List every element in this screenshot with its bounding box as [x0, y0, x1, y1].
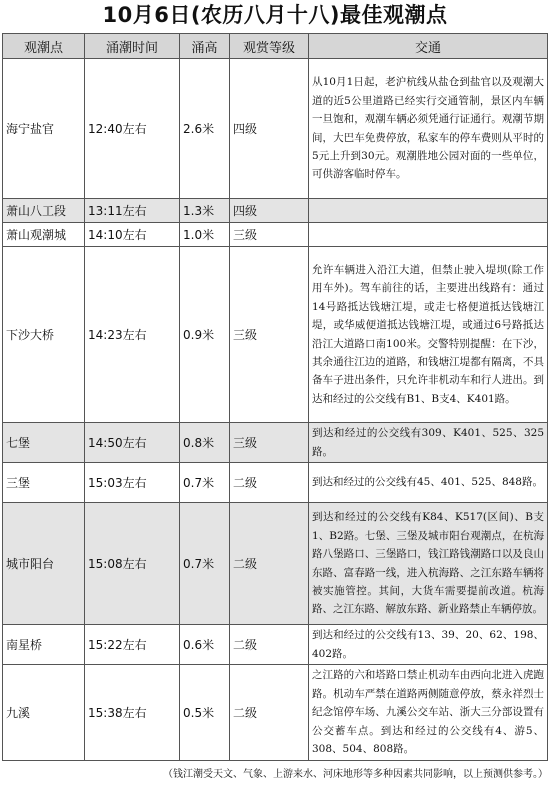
height-cell: 0.7米: [180, 503, 230, 625]
time-cell: 12:40左右: [85, 59, 180, 199]
traffic-cell: 到达和经过的公交线有K84、K517(区间)、B支1、B2路。七堡、三堡及城市阳台观潮点，在杭海路八堡路口、三堡路口，钱江路钱潮路口以及良山东路、富春路一线，进入杭海路、之江东路车辆将被实施管控。其间，大货车需要提前改道。杭海路、之江东路、解放东路、新业路禁止车辆停放。: [309, 503, 548, 625]
time-cell: 13:11左右: [85, 199, 180, 223]
spot-cell: 南星桥: [3, 625, 85, 665]
table-row: [3, 59, 548, 199]
time-cell: 15:22左右: [85, 625, 180, 665]
spot-cell: 海宁盐官: [3, 59, 85, 199]
table-row: [3, 199, 548, 223]
table-row: [3, 247, 548, 423]
spot-cell: 萧山观潮城: [3, 223, 85, 247]
level-cell: 三级: [230, 423, 309, 463]
height-cell: 0.8米: [180, 423, 230, 463]
time-cell: 14:50左右: [85, 423, 180, 463]
traffic-cell: 允许车辆进入沿江大道，但禁止驶入堤坝(除工作用车外)。驾车前往的话，主要进出线路有：通过14号路抵达钱塘江堤，或走七格便道抵达钱塘江堤，或华威便道抵达钱塘江堤，或通过6号路抵达沿江大道路口南100米。交警特别提醒：在下沙，其余通往江边的道路，和钱塘江堤都有隔离，不具备车子进出条件，只允许非机动车和行人进出。到达和经过的公交线有B1、B支4、K401路。: [309, 247, 548, 423]
level-cell: 二级: [230, 463, 309, 503]
time-cell: 15:08左右: [85, 503, 180, 625]
page-title: 10月6日(农历八月十八)最佳观潮点: [102, 3, 448, 27]
spot-cell: 萧山八工段: [3, 199, 85, 223]
traffic-cell: [309, 199, 548, 223]
level-cell: 四级: [230, 199, 309, 223]
table-row: [3, 223, 548, 247]
spot-cell: 九溪: [3, 665, 85, 761]
traffic-cell: 到达和经过的公交线有13、39、20、62、198、402路。: [309, 625, 548, 665]
time-cell: 14:23左右: [85, 247, 180, 423]
table-row: [3, 625, 548, 665]
table-header-row: [3, 34, 548, 59]
traffic-cell: 之江路的六和塔路口禁止机动车由西向北进入虎跑路。机动车严禁在道路两侧随意停放，蔡永祥烈士纪念馆停车场、九溪公交车站、浙大三分部设置有公交蓄车点。到达和经过的公交线有4、游5、308、504、808路。: [309, 665, 548, 761]
height-cell: 2.6米: [180, 59, 230, 199]
level-cell: 三级: [230, 223, 309, 247]
traffic-cell: 从10月1日起，老沪杭线从盐仓到盐官以及观潮大道的近5公里道路已经实行交通管制，景区内车辆一旦饱和，观潮车辆必须凭通行证通行。观潮节期间，大巴车免费停放，私家车的停车费则从平时的5元上升到30元。观潮胜地公园对面的一些单位，可供游客临时停车。: [309, 59, 548, 199]
header-traffic: 交通: [309, 34, 548, 59]
level-cell: 三级: [230, 247, 309, 423]
height-cell: 0.5米: [180, 665, 230, 761]
spot-cell: 城市阳台: [3, 503, 85, 625]
height-cell: 1.3米: [180, 199, 230, 223]
tide-table: [2, 33, 548, 761]
level-cell: 四级: [230, 59, 309, 199]
level-cell: 二级: [230, 665, 309, 761]
traffic-cell: 到达和经过的公交线有45、401、525、848路。: [309, 463, 548, 503]
level-cell: 二级: [230, 503, 309, 625]
header-time: 涌潮时间: [85, 34, 180, 59]
header-height: 涌高: [180, 34, 230, 59]
table-row: [3, 503, 548, 625]
level-cell: 二级: [230, 625, 309, 665]
time-cell: 14:10左右: [85, 223, 180, 247]
table-row: [3, 665, 548, 761]
time-cell: 15:03左右: [85, 463, 180, 503]
spot-cell: 三堡: [3, 463, 85, 503]
table-row: [3, 463, 548, 503]
spot-cell: 下沙大桥: [3, 247, 85, 423]
table-row: [3, 423, 548, 463]
spot-cell: 七堡: [3, 423, 85, 463]
traffic-cell: 到达和经过的公交线有309、K401、525、325路。: [309, 423, 548, 463]
traffic-cell: [309, 223, 548, 247]
height-cell: 0.6米: [180, 625, 230, 665]
header-level: 观赏等级: [230, 34, 309, 59]
height-cell: 1.0米: [180, 223, 230, 247]
height-cell: 0.9米: [180, 247, 230, 423]
footnote: （钱江潮受天文、气象、上游来水、河床地形等多种因素共同影响，以上预测供参考。）: [163, 769, 548, 780]
height-cell: 0.7米: [180, 463, 230, 503]
header-spot: 观潮点: [3, 34, 85, 59]
time-cell: 15:38左右: [85, 665, 180, 761]
